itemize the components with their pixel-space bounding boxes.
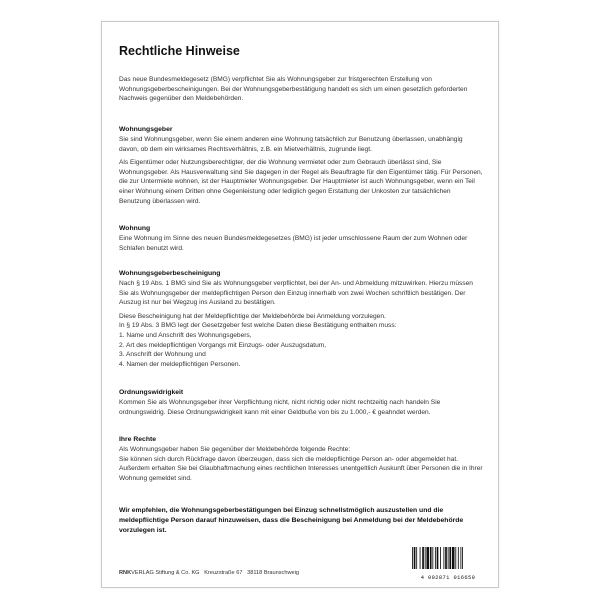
barcode-bar xyxy=(425,547,426,569)
section-paragraph: Diese Bescheinigung hat der Meldepflichtige der Meldebehörde bei Anmeldung vorzulegen. xyxy=(119,312,386,320)
section-heading: Wohnungsgeber xyxy=(119,126,173,133)
list-item: 1. Name und Anschrift des Wohnungsgebers, xyxy=(119,332,252,340)
section-heading: Ordnungswidrigkeit xyxy=(119,389,184,396)
section-wohnungsgeber xyxy=(119,125,483,210)
barcode-number: 4 002871 016650 xyxy=(420,575,476,581)
barcode-bar xyxy=(426,547,429,569)
barcode-bar xyxy=(422,547,424,569)
list-intro: In § 19 Abs. 3 BMG legt der Gesetzgeber fest welche Daten diese Bestätigung enthalten muss: xyxy=(119,322,397,330)
barcode-bar xyxy=(437,547,439,569)
list-item: 3. Anschrift der Wohnung und xyxy=(119,351,206,359)
barcode-bar xyxy=(443,547,444,569)
section-heading: Wohnung xyxy=(119,225,151,232)
barcode-bar xyxy=(430,547,432,569)
barcode-bar xyxy=(462,547,463,569)
section-paragraph: Als Eigentümer oder Nutzungsberechtigter, der die Wohnung vermietet oder zum Gebrauch überlässt sind, Sie Wohnungsgeber. Als Hausverwaltung sind Sie dagegen in der Regel als Beauftragte für den Eigentümer tätig. Für Personen, die zur Untermiete wohnen, ist der Hauptmieter Wohnungsgeber. Der Hauptmieter ist auch Wohnungsgeber, wenn ein Teil einer Wohnung einem Dritten ohne Gegenleistung oder lediglich gegen Erstattung der Unkosten zur tatsächlichen Benutzung überlassen wird. xyxy=(119,159,483,205)
section-paragraph: Sie sind Wohnungsgeber, wenn Sie einem anderen eine Wohnung tatsächlich zur Benutzung überlassen, unabhängig davon, ob dem ein wirksames Rechtsverhältnis, z.B. ein Mietverhältnis, zugrunde liegt. xyxy=(119,136,463,153)
barcode-bar xyxy=(458,547,459,569)
barcode-bar xyxy=(440,547,441,569)
barcode-bar xyxy=(412,547,413,569)
barcode-bar xyxy=(452,547,455,569)
document-page xyxy=(101,21,499,588)
barcode-bar xyxy=(435,547,436,569)
barcode-bars xyxy=(412,547,484,569)
barcode-bar xyxy=(455,547,456,569)
section-wohnung xyxy=(119,224,483,257)
barcode-bar xyxy=(449,547,451,569)
section-paragraph: Nach § 19 Abs. 1 BMG sind Sie als Wohnungsgeber verpflichtet, bei der An- und Abmeldung mitzuwirken. Hierzu müssen Sie als Wohnungsgeber der meldepflichtigen Person den Einzug innerhalb von zwei Wochen schriftlich bestätigen. Der Auszug ist nur bei Wegzug ins Ausland zu bestätigen. xyxy=(119,280,473,307)
list-item: 4. Namen der meldepflichtigen Personen. xyxy=(119,360,241,368)
publisher-brand-bold: RNK xyxy=(119,570,132,576)
barcode-bar xyxy=(445,547,447,569)
section-heading: Ihre Rechte xyxy=(119,436,157,443)
section-ordnungswidrigkeit xyxy=(119,388,483,421)
barcode-bar xyxy=(414,547,416,569)
publisher-street: Kreuzstraße 67 xyxy=(204,570,243,576)
section-paragraph: Sie können sich durch Rückfrage davon überzeugen, dass sich die meldepflichtige Person an- oder abgemeldet hat. Außerdem erhalten Sie bei Glaubhaftmachung eines rechtlichen Interesses unentgeltlich Auskunft über Personen die in Ihrer Wohnung gemeldet sind. xyxy=(119,455,483,482)
section-heading: Wohnungsgeberbescheinigung xyxy=(119,270,221,277)
barcode-bar xyxy=(416,547,417,569)
publisher-footer xyxy=(119,570,299,576)
barcode-bar xyxy=(448,547,449,569)
publisher-brand-name: VERLAG Stiftung & Co. KG xyxy=(131,570,200,576)
barcode-bar xyxy=(432,547,433,569)
section-ihre-rechte xyxy=(119,435,483,487)
barcode-bar xyxy=(420,547,421,569)
section-paragraph: Eine Wohnung im Sinne des neuen Bundesmeldegesetzes (BMG) ist jeder umschlossene Raum der zum Wohnen oder Schlafen benutzt wird. xyxy=(119,235,468,252)
list-item: 2. Art des meldepflichtigen Vorgangs mit Einzugs- oder Auszugsdatum, xyxy=(119,341,327,349)
page-title: Rechtliche Hinweise xyxy=(119,44,240,58)
section-wohnungsgeberbescheinigung xyxy=(119,269,483,369)
section-paragraph: Kommen Sie als Wohnungsgeber ihrer Verpflichtung nicht, nicht richtig oder nicht rechtzeitig nach handeln Sie ordnungswidrig. Diese Ordnungswidrigkeit kann mit einer Geldbuße von bis zu 1.000,- € geahndet werden. xyxy=(119,399,441,416)
publisher-city: 38118 Braunschweig xyxy=(247,570,299,576)
barcode xyxy=(412,547,484,581)
section-paragraph: Als Wohnungsgeber haben Sie gegenüber der Meldebehörde folgende Rechte: xyxy=(119,446,351,454)
intro-paragraph xyxy=(119,75,483,108)
final-recommendation: Wir empfehlen, die Wohnungsgeberbestätigungen bei Einzug schnellstmöglich auszustellen und die meldepflichtige Person darauf hinzuweisen, dass die Bescheinigung bei Anmeldung bei der Meldebehörde vorzulegen ist. xyxy=(119,507,464,534)
intro-text: Das neue Bundesmeldegesetz (BMG) verpflichtet Sie als Wohnungsgeber zur fristgerechten Erstellung von Wohnungsgeberbescheinigungen. Bei der Wohnungsgeberbestätigung handelt es sich um einen gesetzlich geforderten Nachweis gegenüber den Meldebehörden. xyxy=(119,76,468,103)
barcode-bar xyxy=(460,547,461,569)
